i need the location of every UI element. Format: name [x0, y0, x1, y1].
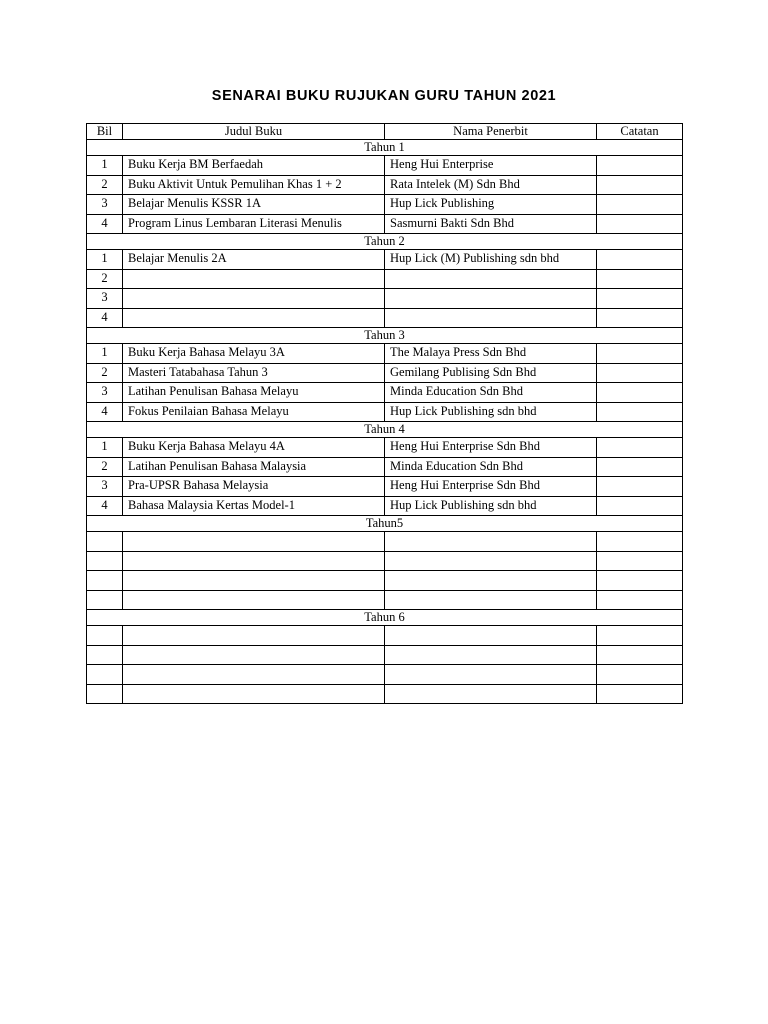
- judul-buku-cell: [123, 571, 385, 591]
- table-row: [87, 645, 683, 665]
- table-row: [87, 250, 683, 270]
- catatan-cell: [597, 438, 683, 458]
- header-bil: Bil: [87, 124, 123, 140]
- nama-penerbit-cell: Hup Lick Publishing: [385, 195, 597, 215]
- group-label: Tahun 6: [87, 610, 683, 626]
- nama-penerbit-cell: [385, 590, 597, 610]
- bil-cell: 1: [87, 250, 123, 270]
- catatan-cell: [597, 457, 683, 477]
- catatan-cell: [597, 269, 683, 289]
- table-row: [87, 175, 683, 195]
- catatan-cell: [597, 532, 683, 552]
- nama-penerbit-cell: Heng Hui Enterprise: [385, 156, 597, 176]
- judul-buku-cell: [123, 665, 385, 685]
- header-nama-penerbit: Nama Penerbit: [385, 124, 597, 140]
- catatan-cell: [597, 250, 683, 270]
- bil-cell: 2: [87, 175, 123, 195]
- judul-buku-cell: Belajar Menulis KSSR 1A: [123, 195, 385, 215]
- table-row: [87, 383, 683, 403]
- catatan-cell: [597, 496, 683, 516]
- catatan-cell: [597, 645, 683, 665]
- catatan-cell: [597, 665, 683, 685]
- bil-cell: 1: [87, 438, 123, 458]
- bil-cell: 4: [87, 496, 123, 516]
- nama-penerbit-cell: [385, 684, 597, 704]
- bil-cell: 3: [87, 383, 123, 403]
- header-judul-buku: Judul Buku: [123, 124, 385, 140]
- nama-penerbit-cell: The Malaya Press Sdn Bhd: [385, 344, 597, 364]
- group-label: Tahun 3: [87, 328, 683, 344]
- judul-buku-cell: Buku Kerja BM Berfaedah: [123, 156, 385, 176]
- judul-buku-cell: Bahasa Malaysia Kertas Model-1: [123, 496, 385, 516]
- bil-cell: 1: [87, 344, 123, 364]
- group-row: [87, 516, 683, 532]
- judul-buku-cell: Buku Kerja Bahasa Melayu 3A: [123, 344, 385, 364]
- bil-cell: 4: [87, 214, 123, 234]
- nama-penerbit-cell: Hup Lick Publishing sdn bhd: [385, 496, 597, 516]
- judul-buku-cell: Fokus Penilaian Bahasa Melayu: [123, 402, 385, 422]
- judul-buku-cell: [123, 551, 385, 571]
- bil-cell: 2: [87, 457, 123, 477]
- bil-cell: [87, 684, 123, 704]
- judul-buku-cell: [123, 684, 385, 704]
- table-body: [87, 140, 683, 704]
- judul-buku-cell: Buku Aktivit Untuk Pemulihan Khas 1 + 2: [123, 175, 385, 195]
- judul-buku-cell: Masteri Tatabahasa Tahun 3: [123, 363, 385, 383]
- catatan-cell: [597, 156, 683, 176]
- table-row: [87, 626, 683, 646]
- catatan-cell: [597, 344, 683, 364]
- judul-buku-cell: [123, 269, 385, 289]
- table-row: [87, 438, 683, 458]
- nama-penerbit-cell: [385, 626, 597, 646]
- table-row: [87, 551, 683, 571]
- group-label: Tahun 1: [87, 140, 683, 156]
- table-row: [87, 477, 683, 497]
- group-row: [87, 234, 683, 250]
- bil-cell: 2: [87, 269, 123, 289]
- catatan-cell: [597, 214, 683, 234]
- nama-penerbit-cell: [385, 269, 597, 289]
- table-row: [87, 289, 683, 309]
- catatan-cell: [597, 175, 683, 195]
- catatan-cell: [597, 551, 683, 571]
- table-row: [87, 195, 683, 215]
- table-row: [87, 457, 683, 477]
- nama-penerbit-cell: [385, 665, 597, 685]
- judul-buku-cell: [123, 308, 385, 328]
- group-row: [87, 328, 683, 344]
- table-header: [87, 124, 683, 140]
- nama-penerbit-cell: Sasmurni Bakti Sdn Bhd: [385, 214, 597, 234]
- table-row: [87, 684, 683, 704]
- group-row: [87, 422, 683, 438]
- nama-penerbit-cell: Rata Intelek (M) Sdn Bhd: [385, 175, 597, 195]
- judul-buku-cell: Pra-UPSR Bahasa Melaysia: [123, 477, 385, 497]
- judul-buku-cell: Buku Kerja Bahasa Melayu 4A: [123, 438, 385, 458]
- catatan-cell: [597, 195, 683, 215]
- group-label: Tahun 2: [87, 234, 683, 250]
- judul-buku-cell: [123, 289, 385, 309]
- judul-buku-cell: [123, 532, 385, 552]
- header-catatan: Catatan: [597, 124, 683, 140]
- nama-penerbit-cell: [385, 571, 597, 591]
- bil-cell: 3: [87, 195, 123, 215]
- nama-penerbit-cell: Minda Education Sdn Bhd: [385, 457, 597, 477]
- bil-cell: [87, 645, 123, 665]
- table-row: [87, 590, 683, 610]
- nama-penerbit-cell: [385, 551, 597, 571]
- bil-cell: [87, 626, 123, 646]
- bil-cell: 4: [87, 402, 123, 422]
- group-label: Tahun 4: [87, 422, 683, 438]
- header-row: [87, 124, 683, 140]
- table-row: [87, 363, 683, 383]
- bil-cell: 2: [87, 363, 123, 383]
- catatan-cell: [597, 571, 683, 591]
- table-row: [87, 344, 683, 364]
- judul-buku-cell: [123, 590, 385, 610]
- table-row: [87, 156, 683, 176]
- bil-cell: 1: [87, 156, 123, 176]
- bil-cell: 3: [87, 477, 123, 497]
- bil-cell: [87, 665, 123, 685]
- catatan-cell: [597, 289, 683, 309]
- table-row: [87, 308, 683, 328]
- book-list-table: [86, 123, 683, 704]
- nama-penerbit-cell: Hup Lick Publishing sdn bhd: [385, 402, 597, 422]
- nama-penerbit-cell: Heng Hui Enterprise Sdn Bhd: [385, 438, 597, 458]
- nama-penerbit-cell: [385, 308, 597, 328]
- catatan-cell: [597, 626, 683, 646]
- nama-penerbit-cell: Heng Hui Enterprise Sdn Bhd: [385, 477, 597, 497]
- bil-cell: [87, 532, 123, 552]
- bil-cell: 4: [87, 308, 123, 328]
- catatan-cell: [597, 477, 683, 497]
- catatan-cell: [597, 363, 683, 383]
- table-row: [87, 269, 683, 289]
- bil-cell: 3: [87, 289, 123, 309]
- bil-cell: [87, 590, 123, 610]
- table-row: [87, 665, 683, 685]
- bil-cell: [87, 551, 123, 571]
- table-row: [87, 402, 683, 422]
- nama-penerbit-cell: [385, 645, 597, 665]
- judul-buku-cell: Latihan Penulisan Bahasa Melayu: [123, 383, 385, 403]
- nama-penerbit-cell: [385, 289, 597, 309]
- catatan-cell: [597, 590, 683, 610]
- group-row: [87, 140, 683, 156]
- catatan-cell: [597, 684, 683, 704]
- catatan-cell: [597, 308, 683, 328]
- judul-buku-cell: Program Linus Lembaran Literasi Menulis: [123, 214, 385, 234]
- group-row: [87, 610, 683, 626]
- nama-penerbit-cell: Minda Education Sdn Bhd: [385, 383, 597, 403]
- group-label: Tahun5: [87, 516, 683, 532]
- nama-penerbit-cell: [385, 532, 597, 552]
- table-row: [87, 214, 683, 234]
- bil-cell: [87, 571, 123, 591]
- table-row: [87, 571, 683, 591]
- nama-penerbit-cell: Gemilang Publising Sdn Bhd: [385, 363, 597, 383]
- judul-buku-cell: [123, 626, 385, 646]
- table-row: [87, 496, 683, 516]
- judul-buku-cell: [123, 645, 385, 665]
- catatan-cell: [597, 402, 683, 422]
- nama-penerbit-cell: Hup Lick (M) Publishing sdn bhd: [385, 250, 597, 270]
- judul-buku-cell: Latihan Penulisan Bahasa Malaysia: [123, 457, 385, 477]
- judul-buku-cell: Belajar Menulis 2A: [123, 250, 385, 270]
- page-title: SENARAI BUKU RUJUKAN GURU TAHUN 2021: [211, 88, 557, 104]
- table-row: [87, 532, 683, 552]
- catatan-cell: [597, 383, 683, 403]
